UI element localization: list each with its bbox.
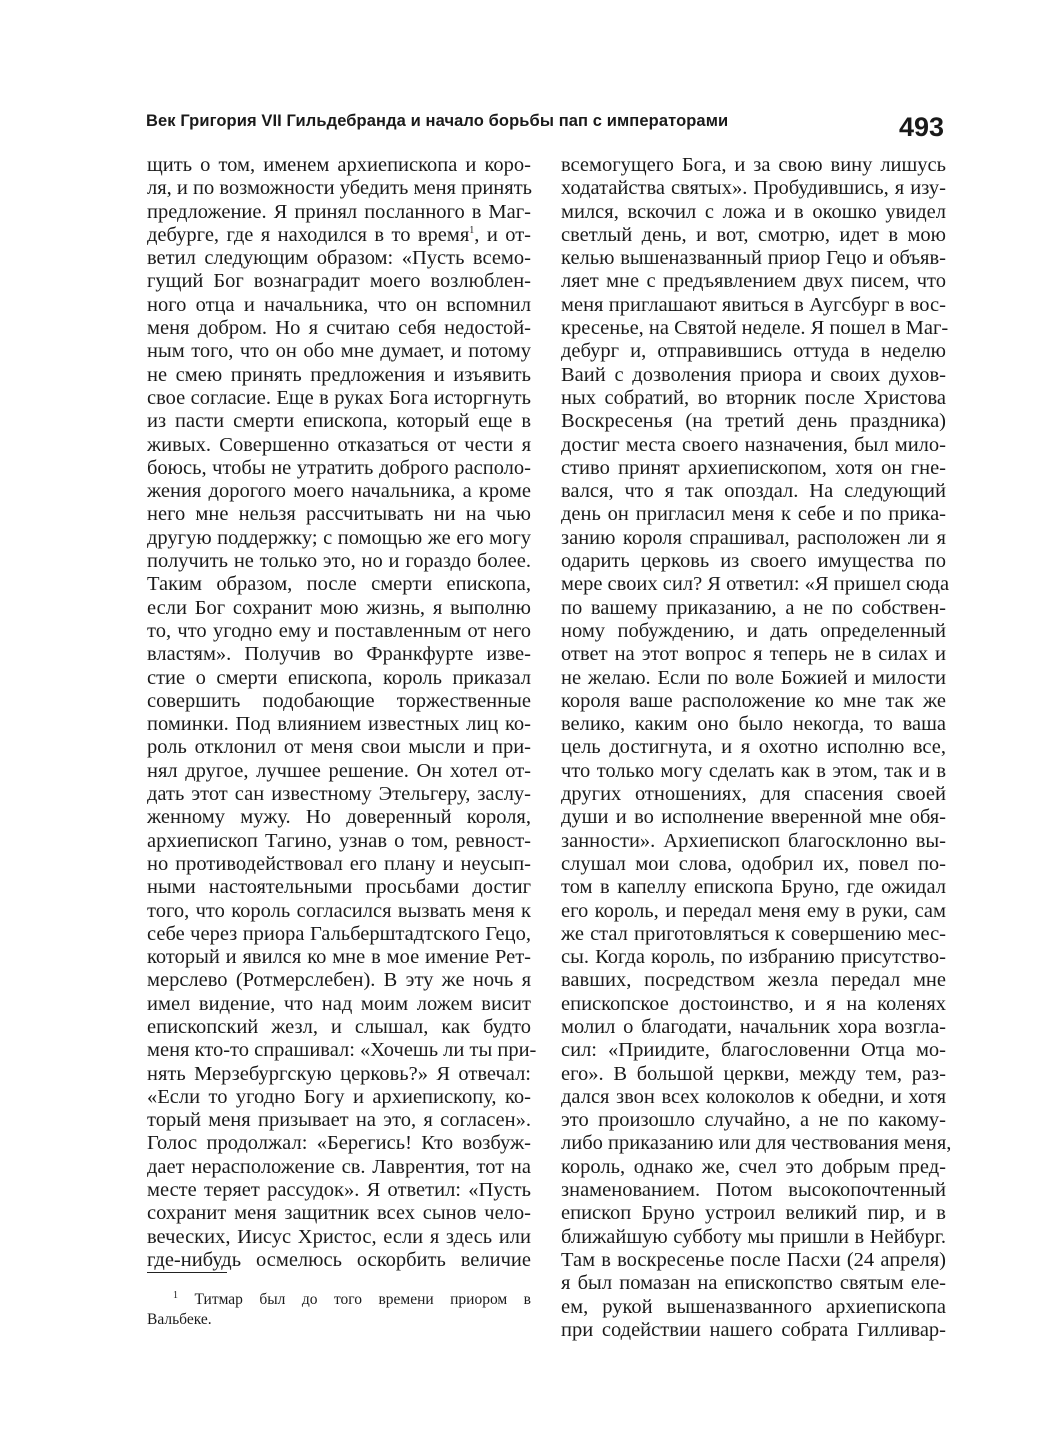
text-line: властям». Получив во Франкфурте изве- [147,643,531,666]
text-line: я был помазан на епископство святым еле- [561,1272,946,1295]
footnote-line [147,1290,531,1310]
text-line: меня кто-то спрашивал: «Хочешь ли ты при- [147,1039,537,1062]
text-line: ем, рукой вышеназванного архиепископа [561,1295,946,1318]
text-line: занию короля спрашивал, расположен ли я [561,526,946,549]
text-line: ходатайства святых». Пробудившись, я изу- [561,177,946,200]
text-line: архиепископ Тагино, узнав о том, ревност- [147,829,531,852]
text-line: ным того, что он обо мне думает, и потому [147,340,531,363]
text-line: Голос продолжал: «Берегись! Кто возбуж- [147,1132,531,1155]
text-line: не смею принять предложения и изъявить [147,363,531,386]
text-line: келью вышеназванный приор Гецо и объяв- [561,247,946,270]
text-line: меня приглашают явиться в Аугсбург в вос- [561,293,946,316]
running-head: Век Григория VII Гильдебранда и начало борьбы пап с императорами [146,112,729,130]
text-line: Там в воскресенье после Пасхи (24 апреля) [561,1248,946,1271]
text-line: гущий Бог вознаградит моего возлюблен- [147,270,531,293]
text-line: вался, что я так опоздал. На следующий [561,480,946,503]
footnote [147,1290,531,1330]
text-line: занности». Архиепископ благосклонно вы- [561,829,946,852]
text-line: сил: «Приидите, благословенни Отца мо- [561,1039,946,1062]
text-line: ля, и по возможности убедить меня принять [147,177,533,200]
right-text-column [561,154,952,1342]
text-line: роль отклонил от меня свои мысли и при- [147,736,531,759]
text-line: получить не только это, но и гораздо более. [147,550,531,573]
text-line: ближайшую субботу мы пришли в Нейбург. [561,1225,946,1248]
text-line: поминки. Под влиянием известных лиц ко- [147,713,531,736]
text-line: его король, и передал меня ему в руки, сам [561,899,946,922]
text-line: достиг места своего назначения, был мило- [561,433,946,456]
text-line: короля ваше расположение ко мне так же [561,689,946,712]
text-line: слушал мои слова, одобрил их, повел по- [561,852,946,875]
text-line: щить о том, именем архиепископа и коро- [147,154,531,176]
text-line: но противодействовал его плану и неусып- [147,852,531,875]
text-line: дает нерасположение св. Лаврентия, тот на [147,1155,531,1178]
text-line: того, что король согласился вызвать меня к [147,899,531,922]
left-text-column [147,154,537,1272]
text-line: ному побуждению, и дать определенный [561,619,946,642]
text-line: сы. Когда король, по избранию присутство- [561,946,946,969]
text-line: других отношениях, для спасения своей [561,783,946,806]
footnote-line: Вальбеке. [147,1311,212,1328]
text-line: месте теряет рассудок». Я ответил: «Пусть [147,1179,531,1202]
text-line: светлый день, и вот, смотрю, идет в мою [561,223,946,246]
text-line: имел видение, что над моим ложем висит [147,992,531,1015]
text-line: ными настоятельными просьбами достиг [147,876,531,899]
text-line: знаменованием. Потом высокопочтенный [561,1179,946,1202]
text-line: если Бог сохранит мою жизнь, я выполню [147,596,531,619]
text-line: нять Мерзебургскую церковь?» Я отвечал: [147,1062,531,1085]
text-line: всемогущего Бога, и за свою вину лишусь [561,154,946,176]
text-line: живых. Совершенно отказаться от чести я [147,433,531,456]
text-line: ветил следующим образом: «Пусть всемо- [147,247,531,270]
text-line: цель достигнута, и я охотно исполню все, [561,736,946,759]
text-line: велико, каким оно было некогда, то ваша [561,713,946,736]
text-line: торый меня призывает на это, я согласен». [147,1109,531,1132]
text-line: женному мужу. Но доверенный короля, [147,806,531,829]
text-line: это произошло случайно, а не по какому- [561,1109,946,1132]
text-line: сохранит меня защитник всех сынов чело- [147,1202,531,1225]
text-line: епископский жезл, и слышал, как будто [147,1015,531,1038]
text-line: мился, вскочил с ложа и в окошко увидел [561,200,946,223]
text-line: мерслево (Ротмерслебен). В эту же ночь я [147,969,531,992]
footnote-divider [147,1272,227,1273]
text-line: его». В большой церкви, между тем, раз- [561,1062,946,1085]
text-line: ного отца и начальника, что он вспомнил [147,293,531,316]
text-line: ных собратий, во вторник после Христова [561,386,946,409]
text-line: дался звон всех колоколов к обедни, и хотя [561,1085,946,1108]
text-line: меня добром. Но я считаю себя недостой- [147,317,531,340]
text-line: предложение. Я принял посланного в Маг- [147,200,531,223]
text-line: при содействии нашего собрата Гилливар- [561,1318,946,1341]
text-line: по вашему приказанию, а не по собствен- [561,596,946,619]
text-line: вавших, посредством жезла передал мне [561,969,946,992]
text-line: «Если то угодно Богу и архиепископу, ко- [147,1085,531,1108]
text-line: боюсь, чтобы не утратить доброго располо- [147,456,531,479]
text-line: который и явился ко мне в мое имение Рет- [147,946,531,969]
text-line: нял другое, лучшее решение. Он хотел от- [147,759,531,782]
text-line: него мне нельзя рассчитывать ни на чью [147,503,531,526]
text-line [147,224,531,247]
text-line: дебург и, отправившись оттуда в неделю [561,340,946,363]
text-line: то, что угодно ему и поставленным от него [147,619,531,642]
text-line: Таким образом, после смерти епископа, [147,573,531,596]
text-line: стиво принят архиепископом, хотя он гне- [561,456,946,479]
text-line: одарить церковь из своего имущества по [561,550,946,573]
text-line: либо приказанию или для чествования меня, [561,1132,952,1155]
text-line: стие о смерти епископа, король приказал [147,666,531,689]
text-line: себе через приора Гальберштадтского Гецо, [147,922,531,945]
text-line: же стал приготовляться к совершению мес- [561,922,946,945]
text-line: что только могу сделать как в этом, так и в [561,759,946,782]
text-line: епископ Бруно устроил великий пир, и в [561,1202,946,1225]
footnote-text: Титмар был до того времени приором в [194,1291,532,1308]
text-line: не желаю. Если по воле Божией и милости [561,666,946,689]
text-line: день он пригласил меня к себе и по прика- [561,503,946,526]
text-line: дать этот сан известному Этельгеру, заслу- [147,783,531,806]
text-line: души и во исполнение вверенной мне обя- [561,806,946,829]
text-line: Ваий с дозволения приора и своих духов- [561,363,946,386]
footnote-marker: 1 [173,1289,178,1301]
text-line: епископское достоинство, и я на коленях [561,992,946,1015]
text-line: веческих, Иисус Христос, если я здесь или [147,1225,531,1248]
text-line: из пасти смерти епископа, который еще в [147,410,531,433]
text-line: молил о благодати, начальник хора возгла- [561,1015,946,1038]
text-line: ответ на этот вопрос я теперь не в силах и [561,643,946,666]
text-line: другую поддержку; с помощью же его могу [147,526,531,549]
text-line: ляет мне с предъявлением двух писем, что [561,270,946,293]
text-line: совершить подобающие торжественные [147,689,531,712]
page-number: 493 [898,112,944,142]
text-line: свое согласие. Еще в руках Бога исторгнуть [147,386,531,409]
text-line: кресенье, на Святой неделе. Я пошел в Маг- [561,317,949,340]
text-line-fragment: , и от- [474,223,531,246]
text-line: король, однако же, счел это добрым пред- [561,1155,946,1178]
text-line: где-нибудь осмелюсь оскорбить величие [147,1248,531,1271]
text-line: том в капеллу епископа Бруно, где ожидал [561,876,946,899]
footnote-reference: 1 [469,225,475,237]
text-line: жения дорогого моего начальника, а кроме [147,480,531,503]
text-line-fragment: дебурге, где я находился в то время [147,223,470,246]
text-line: мере своих сил? Я ответил: «Я пришел сюда [561,573,950,596]
text-line: Воскресенья (на третий день праздника) [561,410,946,433]
